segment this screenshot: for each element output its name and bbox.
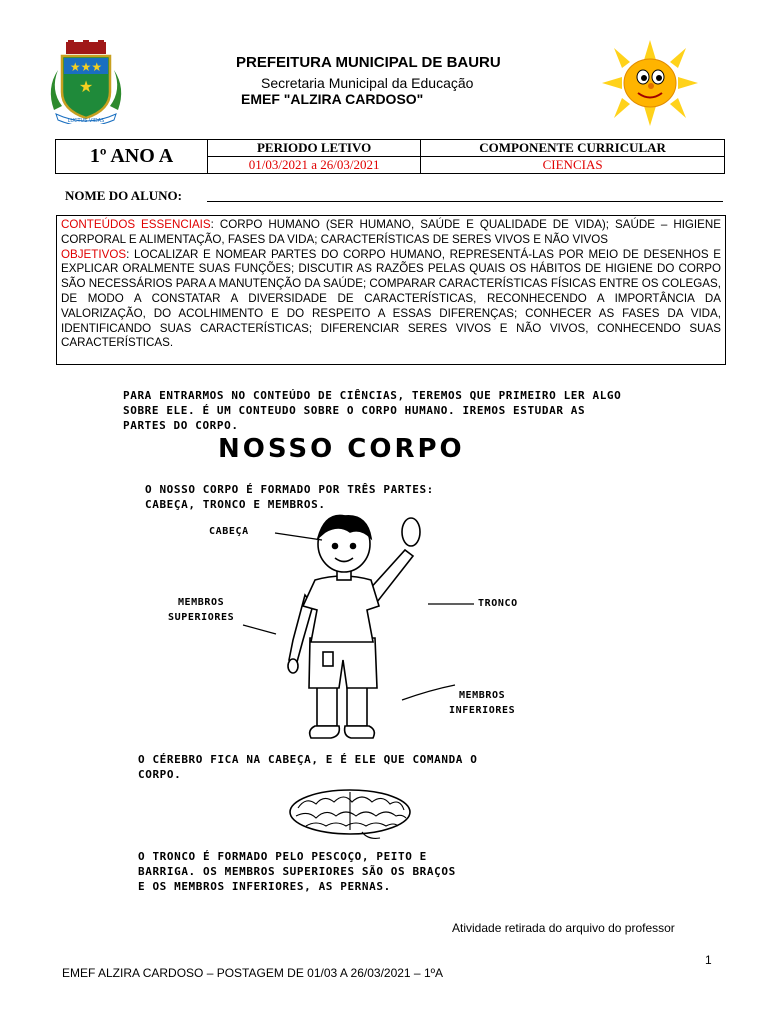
label-membros-inferiores	[449, 688, 515, 718]
label-cabeca: CABEÇA	[209, 526, 249, 537]
secretaria-subtitle: Secretaria Municipal da Educação	[261, 75, 474, 91]
student-name-label: NOME DO ALUNO:	[65, 188, 182, 203]
crest-banner-text: LUCTUS VIDAS	[67, 118, 105, 124]
component-header: COMPONENTE CURRICULAR	[421, 140, 725, 157]
tronco-line: O TRONCO É FORMADO PELO PESCOÇO, PEITO E	[138, 850, 427, 863]
tronco-line: BARRIGA. OS MEMBROS SUPERIORES SÃO OS BRAÇOS	[138, 865, 456, 878]
label-tronco: TRONCO	[478, 598, 518, 609]
footer-text: EMEF ALZIRA CARDOSO – POSTAGEM DE 01/03 A 26/03/2021 – 1ºA	[62, 966, 443, 980]
component-value: CIENCIAS	[421, 157, 725, 174]
brain-line: CORPO.	[138, 768, 182, 781]
period-value: 01/03/2021 a 26/03/2021	[208, 157, 421, 174]
tronco-text	[138, 849, 598, 894]
body-line: CABEÇA, TRONCO E MEMBROS.	[145, 498, 326, 511]
svg-text:★★★: ★★★	[69, 60, 103, 74]
activity-title: NOSSO CORPO	[218, 434, 465, 464]
class-label: 1º ANO A	[56, 140, 208, 174]
prefeitura-title: PREFEITURA MUNICIPAL DE BAURU	[236, 54, 501, 71]
contents-text: : CORPO HUMANO (SER HUMANO, SAÚDE E QUALIDADE DE VIDA); SAÚDE – HIGIENE CORPORAL E ALIMENTAÇÃO, FASES DA VIDA; CARACTERÍSTICAS DE SERES VIVOS E NÃO VIVOS	[61, 218, 721, 246]
period-header: PERIODO LETIVO	[208, 140, 421, 157]
brain-text	[138, 752, 598, 782]
objectives-label: OBJETIVOS	[61, 247, 127, 261]
brain-illustration	[286, 786, 416, 842]
svg-text:★: ★	[78, 77, 94, 96]
label-line: INFERIORES	[449, 705, 516, 716]
page-number: 1	[705, 953, 712, 967]
label-line: SUPERIORES	[168, 612, 235, 623]
objectives-text: : LOCALIZAR E NOMEAR PARTES DO CORPO HUMANO, REPRESENTÁ-LAS POR MEIO DE DESENHOS E EXPLICAR ORALMENTE SUAS FUNÇÕES; DISCUTIR AS RAZÕES PELAS QUAIS OS HÁBITOS DE HIGIENE DO CORPO SÃO NECESSÁRIOS PARA A MANUTENÇÃO DA SAÚDE; COMPARAR CARACTERÍSTICAS FÍSICAS ENTRE OS COLEGAS, DE MODO A CONSTATAR A DIVERSIDADE DE CARACTERÍSTICAS, RECONHECENDO A IMPORTÂNCIA DA VALORIZAÇÃO, DO ACOLHIMENTO E DO RESPEITO A ESSAS DIFERENÇAS; CONHECER AS FASES DA VIDA, IDENTIFICANDO SUAS CARACTERÍSTICAS; DIFERENCIAR SERES VIVOS E NÃO VIVOS, CONHECENDO SUAS CARACTERÍSTICAS.	[61, 247, 721, 350]
body-line: O NOSSO CORPO É FORMADO POR TRÊS PARTES:	[145, 483, 434, 496]
label-membros-superiores	[168, 595, 234, 625]
label-line: MEMBROS	[177, 597, 225, 608]
activity-credit: Atividade retirada do arquivo do professor	[452, 921, 675, 935]
label-line: MEMBROS	[458, 690, 506, 701]
intro-line: PARA ENTRARMOS NO CONTEÚDO DE CIÊNCIAS, TEREMOS QUE PRIMEIRO LER ALGO	[123, 389, 622, 402]
intro-line: SOBRE ELE. É UM CONTEUDO SOBRE O CORPO HUMANO. IREMOS ESTUDAR AS	[123, 404, 586, 417]
school-name: EMEF "ALZIRA CARDOSO"	[241, 91, 424, 107]
brain-line: O CÉREBRO FICA NA CABEÇA, E É ELE QUE COMANDA O	[138, 753, 478, 766]
tronco-line: E OS MEMBROS INFERIORES, AS PERNAS.	[138, 880, 391, 893]
contents-label: CONTEÚDOS ESSENCIAIS	[61, 218, 211, 231]
intro-line: PARTES DO CORPO.	[123, 419, 239, 432]
